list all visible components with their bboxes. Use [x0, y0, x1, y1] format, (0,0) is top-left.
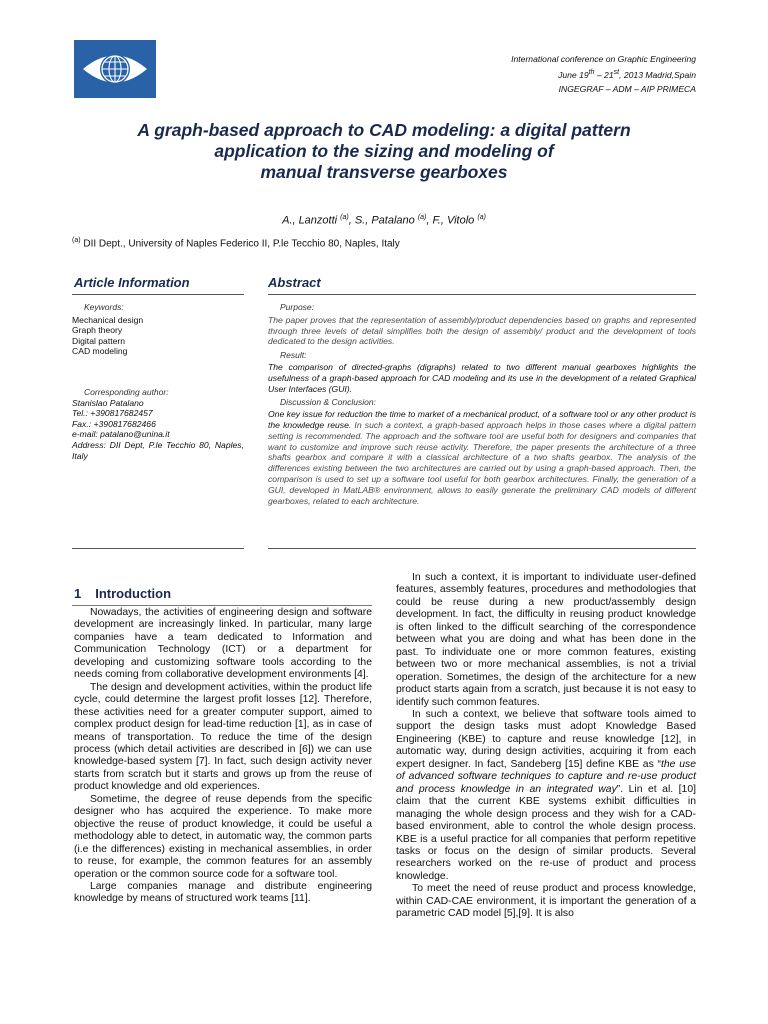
introduction-rule: [72, 605, 372, 606]
conference-logo: [74, 40, 156, 98]
date-sup-st: st: [613, 69, 620, 76]
date-end: – 21: [594, 69, 614, 80]
paragraph-part: In such a context, we believe that software tools aimed to support the design tasks must adopt Knowledge Based Engineering (KBE) to capture and reuse knowledge [12], in automatic way, during design activities, acquiring it from each expert designer. In fact, Sandeberg [15] define KBE as “: [396, 708, 696, 770]
date-location: , 2013 Madrid,Spain: [619, 69, 696, 80]
paragraph: Sometime, the degree of reuse depends from the specific designer who has acquired the experience. To make more objective the reuse of product knowledge, it could be useful a methodology able to detect, in automatic way, the common parts (i.e the differences) existing in mechanical assemblies, in order to reuse, for example, the common features for an assembly operation or the common source code for a software tool.: [74, 793, 372, 880]
title-line-1: A graph-based approach to CAD modeling: a digital pattern: [137, 120, 631, 140]
author-3-mark: (a): [477, 214, 486, 221]
author-3: , F., Vitolo: [426, 214, 478, 227]
date-start: June 19: [558, 69, 589, 80]
conference-name: International conference on Graphic Engineering: [511, 54, 696, 64]
discussion-text-b: In such a context, a graph-based approach helps in those cases where a digital pattern setting is recommended. The approach and the software tool are useful both for designers and companies that want to customize and improve such reuse activity. Therefore, the paper presents the architecture of a three shafts gearbox and compare it with a classical architecture of a two shafts gearbox. The analysis of the differences existing between the two architectures are carried out by using a graph-based approach. Then, the comparison is used to set up a software tool useful for both gearbox architectures. Finally, the generation of a GUI, developed in MatLAB® environment, allows to easily generate the preliminary CAD models of different gearboxes, related to each architecture.: [268, 419, 696, 506]
article-info-top-rule: [72, 294, 244, 295]
abstract-heading: Abstract: [268, 275, 321, 290]
discussion-label: Discussion & Conclusion:: [280, 397, 376, 408]
kbe-definition-quote: the use of advanced software techniques to capture and re-use product and process knowledge in an integrated way: [396, 758, 696, 795]
section-title: Introduction: [95, 586, 172, 601]
author-1: A., Lanzotti: [282, 214, 341, 227]
introduction-heading: [74, 586, 171, 601]
paper-title: [60, 120, 708, 183]
title-line-2: application to the sizing and modeling of: [214, 141, 554, 161]
article-info-heading: Article Information: [74, 275, 190, 290]
keyword-item: Mechanical design: [72, 314, 144, 325]
paragraph-part: ”. Lin et al. [10] claim that the current KBE systems exhibit difficulties in managing the whole design process and they wish for a CAD-based environment, able to control the whole design process. KBE is a useful practice for all companies that perform repetitive tasks or focus on the design of similar products. Several researchers worked on the re-use of product and process knowledge.: [396, 783, 696, 882]
article-info-bottom-rule: [72, 548, 244, 549]
date-sup-th: th: [588, 69, 595, 76]
keyword-item: Graph theory: [72, 325, 123, 336]
intro-left-column: [74, 607, 372, 906]
paragraph: The design and development activities, within the product life cycle, could determine the largest profit losses [12]. Therefore, these activities need for a greater computer support, aimed to complex product design for lead-time reduction [1], as in case of means of transportation. To reduce the time of the design process (which detail activities are described in [6]) we can use knowledge-based system [7]. In fact, such design activity never starts from scratch but it starts and grows up from the reuse of product knowledge and old experiences.: [74, 681, 372, 793]
corresponding-tel: Tel.: +390817682457: [72, 408, 153, 419]
author-2: , S., Patalano: [348, 214, 418, 227]
author-2-mark: (a): [417, 214, 427, 221]
purpose-text: The paper proves that the representation of assembly/product dependencies based on graphs and represented through three levels of detail simplifies both the design of assembly/ product and the development of tools dedicated to the design activities.: [268, 314, 696, 347]
result-text: The comparison of directed-graphs (digraphs) related to two different manual gearboxes highlights the usefulness of a graph-based approach for CAD modeling and its use in the development of a related Graphical User Interfaces (GUI).: [268, 361, 696, 394]
corresponding-name: Stanislao Patalano: [72, 397, 144, 408]
affiliation-text: DII Dept., University of Naples Federico II, P.le Tecchio 80, Naples, Italy: [80, 238, 400, 250]
abstract-top-rule: [268, 294, 696, 295]
article-info-column: [72, 302, 244, 461]
keyword-item: CAD modeling: [72, 346, 128, 357]
result-label: Result:: [280, 350, 307, 361]
paragraph: Nowadays, the activities of engineering design and software development are increasingly linked. In particular, many large companies have a team dedicated to Information and Communication Technology (ICT) or a department for developing and customizing software tools according to the needs coming from collaborative development environments [4].: [74, 607, 372, 681]
title-line-3: manual transverse gearboxes: [260, 162, 508, 182]
conference-header: [511, 52, 696, 96]
abstract-column: [268, 302, 696, 506]
affiliation: [72, 237, 400, 249]
author-1-mark: (a): [340, 214, 349, 221]
discussion-text: [268, 409, 696, 506]
paragraph: [396, 709, 696, 883]
paragraph: Large companies manage and distribute engineering knowledge by means of structured work teams [11].: [74, 880, 372, 905]
paragraph: To meet the need of reuse product and process knowledge, within CAD-CAE environment, it is important the generation of a parametric CAD model [5],[9]. It is also: [396, 883, 696, 920]
keywords-label: Keywords:: [84, 302, 124, 312]
keyword-item: Digital pattern: [72, 335, 126, 346]
discussion-text-a: One key issue for reduction the time to market of a mechanical product, of a software tool or any other product is the knowledge reuse.: [268, 409, 696, 430]
purpose-label: Purpose:: [280, 302, 315, 312]
eye-globe-icon: [79, 44, 151, 94]
authors-line: [0, 214, 768, 227]
conference-date: [511, 66, 696, 82]
corresponding-details: [72, 398, 244, 462]
affiliation-mark: (a): [72, 237, 81, 244]
corresponding-label: Corresponding author:: [84, 386, 169, 397]
corresponding-address: Address: DII Dept, P.le Tecchio 80, Naples, Italy: [72, 439, 244, 461]
section-number: 1: [74, 586, 82, 601]
corresponding-fax: Fax.: +390817682466: [72, 418, 156, 429]
intro-right-column: [396, 572, 696, 921]
abstract-bottom-rule: [268, 548, 696, 549]
conference-organizers: INGEGRAF – ADM – AIP PRIMECA: [558, 83, 696, 94]
paragraph: In such a context, it is important to individuate user-defined features, assembly features, procedures and methodologies that could be reuse during a new product/assembly design development. In fact, the difficulty in reusing product knowledge is often linked to the difficult searching of the correspondence between what you are doing and what has been done in the past. To individuate one or more common features, existing between two or more mechanical assemblies, is not a trivial operation. Sometimes, the design of the architecture for a new product starts again from a scratch, just because it is not easy to identify such common features.: [396, 572, 696, 708]
corresponding-email: e-mail: patalano@unina.it: [72, 429, 170, 440]
